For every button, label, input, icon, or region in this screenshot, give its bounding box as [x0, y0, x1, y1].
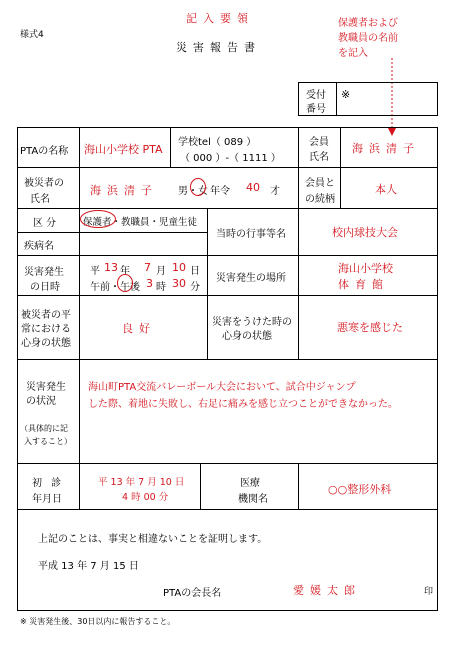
- certify-statement: 上記のことは、事実と相違ないことを証明します。: [38, 534, 268, 545]
- receipt-label-2: 番号: [306, 104, 326, 115]
- pta-name-label: PTAの名称: [20, 146, 69, 157]
- ampm-selected-circle: [117, 274, 133, 292]
- situation-line-2: した際、着地に失敗し、右足に痛みを感じ立つことができなかった。: [88, 399, 398, 410]
- age-value: 40: [246, 181, 260, 194]
- hour-unit: 時: [156, 282, 166, 293]
- age-unit: 才: [270, 186, 280, 197]
- certify-date: 平成 13 年 7 月 15 日: [38, 561, 139, 572]
- day-unit: 日: [190, 266, 200, 277]
- school-tel-number: （ 000 ）-（ 1111 ）: [180, 153, 281, 164]
- event-value: 校内球技大会: [332, 226, 398, 239]
- situation-label-2: の状況: [26, 396, 56, 407]
- condition-at-value: 悪寒を感じた: [337, 321, 403, 334]
- receipt-label-1: 受付: [306, 90, 326, 101]
- place-line-2: 体育館: [338, 278, 389, 291]
- first-visit-label-2: 年月日: [32, 494, 62, 505]
- form-number: 様式4: [20, 30, 44, 40]
- category-label: 区分: [33, 218, 59, 229]
- event-label: 当時の行事等名: [216, 229, 286, 240]
- category-options: 保護者・教職員・児童生徒: [83, 217, 198, 228]
- relation-label-2: の続柄: [305, 194, 335, 205]
- month: 7: [144, 261, 151, 274]
- condition-at-label-1: 災害をうけた時の: [212, 317, 292, 328]
- situation-note-1: （具体的に記: [20, 424, 68, 433]
- relation-label-1: 会員と: [305, 178, 335, 189]
- month-unit: 月: [156, 266, 166, 277]
- victim-label-2: 氏名: [30, 194, 50, 205]
- situation-line-1: 海山町PTA交流バレーボール大会において、試合中ジャンプ: [88, 382, 356, 393]
- first-visit-time: 4 時 00 分: [122, 492, 169, 503]
- hospital-value: ○○整形外科: [328, 483, 392, 496]
- first-visit-label-1: 初 診: [32, 478, 65, 489]
- victim-name: 海浜清子: [90, 184, 158, 197]
- day: 10: [172, 261, 186, 274]
- hospital-label-1: 医療: [240, 478, 260, 489]
- annotation-line-3: を記入: [338, 48, 368, 59]
- hospital-label-2: 機関名: [238, 494, 268, 505]
- year: 13: [104, 261, 118, 274]
- president-label: PTAの会長名: [163, 588, 222, 599]
- annotation-line-1: 保護者および: [338, 18, 398, 29]
- datetime-label-1: 災害発生: [24, 267, 64, 278]
- relation-value: 本人: [375, 183, 397, 196]
- place-line-1: 海山小学校: [338, 262, 393, 275]
- victim-label-1: 被災者の: [24, 178, 64, 189]
- minute: 30: [172, 277, 186, 290]
- age-label: 年令: [210, 186, 230, 197]
- condition-label-2: 常における: [21, 324, 71, 335]
- gender-options: 男・女: [178, 186, 208, 197]
- annotation-line-2: 教職員の名前: [338, 33, 398, 44]
- category-selected-circle: [80, 210, 116, 228]
- member-name: 海浜清子: [352, 142, 420, 155]
- president-name: 愛媛太郎: [293, 584, 361, 597]
- disease-label: 疾病名: [24, 241, 54, 252]
- school-tel-label: 学校tel（ 089 ）: [178, 137, 257, 148]
- gender-selected-circle: [190, 178, 206, 196]
- first-visit-date: 平 13 年 7 月 10 日: [98, 477, 185, 488]
- seal-mark: 印: [424, 587, 434, 597]
- footnote: ※ 災害発生後、30日以内に報告すること。: [20, 617, 176, 626]
- condition-value: 良好: [122, 322, 156, 335]
- hour: 3: [146, 277, 153, 290]
- receipt-mark: ※: [341, 88, 351, 101]
- situation-note-2: 入すること）: [24, 437, 72, 446]
- minute-unit: 分: [190, 282, 200, 293]
- condition-label-1: 被災者の平: [21, 310, 71, 321]
- example-label: 記入要領: [186, 12, 254, 25]
- datetime-label-2: の日時: [30, 282, 60, 293]
- ampm-options: 午前・午後: [90, 282, 140, 293]
- place-label: 災害発生の場所: [216, 273, 286, 284]
- era: 平: [90, 266, 100, 277]
- situation-label-1: 災害発生: [26, 382, 66, 393]
- pta-name: 海山小学校 PTA: [84, 143, 163, 156]
- year-unit: 年: [120, 266, 130, 277]
- condition-label-3: 心身の状態: [21, 338, 71, 349]
- condition-at-label-2: 心身の状態: [222, 331, 272, 342]
- member-name-label-2: 氏名: [309, 152, 329, 163]
- document-title: 災害報告書: [176, 41, 261, 54]
- member-name-label-1: 会員: [309, 137, 329, 148]
